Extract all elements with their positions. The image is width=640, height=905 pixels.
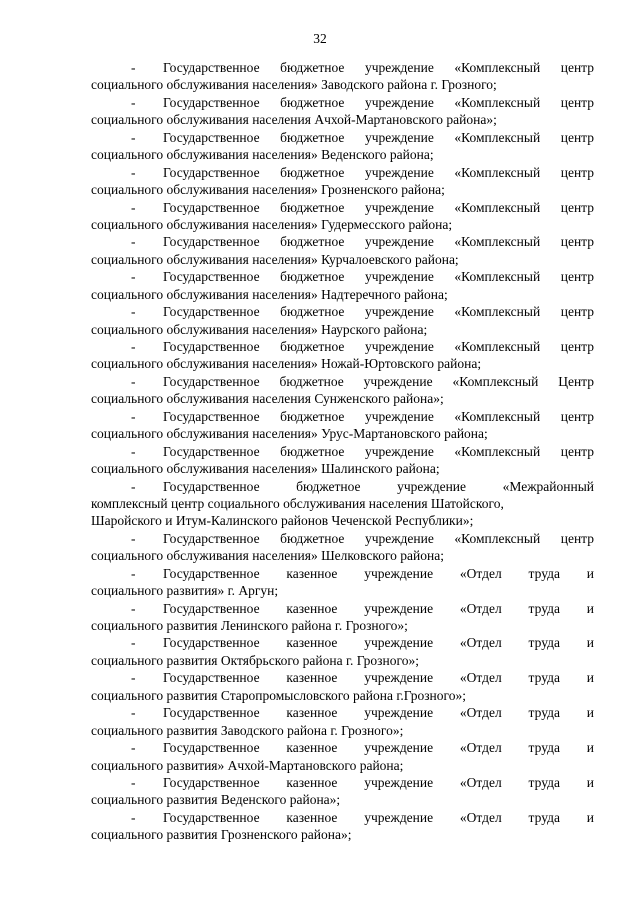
list-item-text: Государственное казенное учреждение «Отдел труда и [163,774,594,790]
list-item-first-line [91,443,594,460]
list-item [91,303,594,338]
document-body [91,59,594,844]
list-item [91,233,594,268]
list-item-continuation-line: социального развития Октябрьского района г. Грозного»; [91,652,419,668]
list-bullet-dash: - [131,635,136,651]
list-item-text: Государственное казенное учреждение «Отдел труда и [163,809,594,825]
list-item-text: Государственное казенное учреждение «Отдел труда и [163,565,594,581]
list-item-continuation-line: социального обслуживания населения» Наурского района; [91,321,428,337]
list-item [91,199,594,234]
list-item-first-line [91,565,594,582]
list-bullet-dash: - [131,705,136,721]
list-item-continuation-line: социального обслуживания населения Ачхой-Мартановского района»; [91,112,497,128]
list-item [91,739,594,774]
list-item-text: Государственное казенное учреждение «Отдел труда и [163,635,594,651]
list-bullet-dash: - [131,565,136,581]
list-item-continuation-line: социального обслуживания населения» Ножай-Юртовского района; [91,356,482,372]
list-bullet-dash: - [131,600,136,616]
list-item [91,373,594,408]
list-item [91,478,594,530]
list-item-text: Государственное казенное учреждение «Отдел труда и [163,600,594,616]
list-item-continuation-line: Шаройского и Итум-Калинского районов Чеченской Республики»; [91,513,474,529]
list-item [91,634,594,669]
list-bullet-dash: - [131,740,136,756]
list-item [91,164,594,199]
list-item-text: Государственное бюджетное учреждение «Комплексный центр [163,304,594,320]
list-item-text: Государственное казенное учреждение «Отдел труда и [163,670,594,686]
list-item-text: Государственное бюджетное учреждение «Комплексный центр [163,60,594,75]
list-item-text: Государственное бюджетное учреждение «Комплексный центр [163,443,594,459]
list-item [91,443,594,478]
list-item-first-line [91,704,594,721]
list-bullet-dash: - [131,60,136,75]
list-bullet-dash: - [131,809,136,825]
list-item [91,530,594,565]
list-item-text: Государственное бюджетное учреждение «Межрайонный [163,478,594,494]
list-item-text: Государственное казенное учреждение «Отдел труда и [163,740,594,756]
list-item-text: Государственное бюджетное учреждение «Комплексный центр [163,408,594,424]
list-item-continuation-line: социального обслуживания населения» Заводского района г. Грозного; [91,77,497,93]
list-item-continuation-line: социального обслуживания населения» Веденского района; [91,147,434,163]
list-bullet-dash: - [131,304,136,320]
list-item-continuation-line: социального развития Старопромысловского района г.Грозного»; [91,687,466,703]
list-item-text: Государственное бюджетное учреждение «Комплексный центр [163,129,594,145]
list-item-continuation-line: социального обслуживания населения» Надтеречного района; [91,286,448,302]
list-bullet-dash: - [131,129,136,145]
list-bullet-dash: - [131,234,136,250]
list-item-first-line [91,634,594,651]
list-bullet-dash: - [131,339,136,354]
list-item-continuation-line: социального обслуживания населения» Грозненского района; [91,182,445,198]
list-item-first-line [91,233,594,250]
list-item-first-line [91,408,594,425]
list-bullet-dash: - [131,199,136,215]
list-item [91,600,594,635]
list-bullet-dash: - [131,408,136,424]
list-item-first-line [91,774,594,791]
list-item-continuation-line: социального обслуживания населения» Урус-Мартановского района; [91,426,488,442]
list-item-continuation-line: социального развития Заводского района г. Грозного»; [91,722,404,738]
list-item [91,59,594,94]
list-item-continuation-line: социального развития Грозненского района»; [91,827,352,843]
list-bullet-dash: - [131,94,136,110]
list-item-text: Государственное бюджетное учреждение «Комплексный центр [163,530,594,546]
list-item-first-line [91,338,594,355]
list-item [91,669,594,704]
list-item [91,408,594,443]
list-item-continuation-line: социального развития» Ачхой-Мартановского района; [91,757,404,773]
list-item-first-line [91,739,594,756]
list-bullet-dash: - [131,478,136,494]
list-item [91,94,594,129]
list-item-continuation-line: социального обслуживания населения» Гудермесского района; [91,216,453,232]
list-item-first-line [91,530,594,547]
list-item-first-line [91,303,594,320]
list-bullet-dash: - [131,373,136,389]
list-bullet-dash: - [131,774,136,790]
list-item [91,774,594,809]
list-item-continuation-line: социального обслуживания населения» Шелковского района; [91,548,444,564]
list-item-first-line [91,268,594,285]
list-item-text: Государственное бюджетное учреждение «Комплексный центр [163,199,594,215]
list-item-continuation-line: социального развития Ленинского района г. Грозного»; [91,618,408,633]
list-item-text: Государственное бюджетное учреждение «Комплексный центр [163,234,594,250]
list-item-continuation-line: социального обслуживания населения» Шалинского района; [91,461,440,477]
list-item-first-line [91,94,594,111]
list-item [91,809,594,844]
list-item [91,129,594,164]
list-item-text: Государственное бюджетное учреждение «Комплексный Центр [163,373,594,389]
list-item-first-line [91,478,594,495]
list-bullet-dash: - [131,443,136,459]
list-item-first-line [91,669,594,686]
list-item-text: Государственное бюджетное учреждение «Комплексный центр [163,94,594,110]
list-item [91,338,594,373]
list-bullet-dash: - [131,164,136,180]
list-item-first-line [91,164,594,181]
list-item-first-line [91,59,594,76]
list-bullet-dash: - [131,530,136,546]
list-item-first-line [91,600,594,617]
list-item-first-line [91,809,594,826]
list-bullet-dash: - [131,670,136,686]
list-item-continuation-line: социального обслуживания населения Сунженского района»; [91,391,444,407]
list-item-continuation-line: комплексный центр социального обслуживания населения Шатойского, [91,495,504,511]
list-item-text: Государственное бюджетное учреждение «Комплексный центр [163,269,594,285]
list-item-first-line [91,373,594,390]
list-item-text: Государственное бюджетное учреждение «Комплексный центр [163,164,594,180]
list-item-text: Государственное казенное учреждение «Отдел труда и [163,705,594,721]
list-item [91,565,594,600]
list-item [91,268,594,303]
list-item-text: Государственное бюджетное учреждение «Комплексный центр [163,339,594,354]
list-item-first-line [91,199,594,216]
list-item-first-line [91,129,594,146]
list-item [91,704,594,739]
list-bullet-dash: - [131,269,136,285]
list-item-continuation-line: социального обслуживания населения» Курчалоевского района; [91,251,459,267]
list-item-continuation-line: социального развития» г. Аргун; [91,583,279,599]
list-item-continuation-line: социального развития Веденского района»; [91,792,341,808]
page-number: 32 [313,31,327,46]
